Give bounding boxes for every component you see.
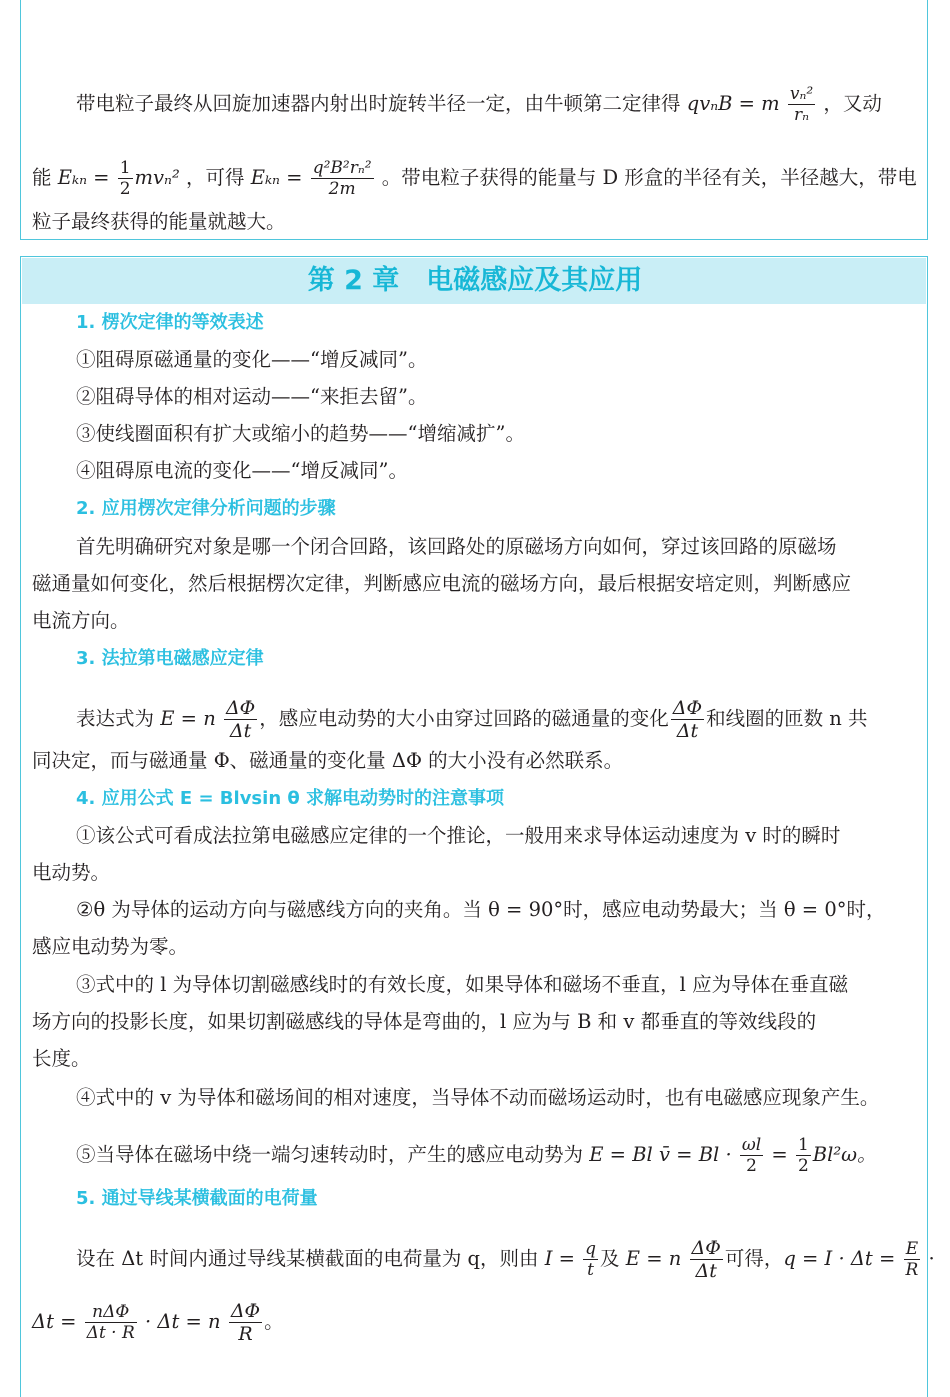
- section-2-line: 电流方向。: [32, 609, 130, 632]
- fraction-dphi-r: [229, 1300, 262, 1345]
- denominator: Δt: [676, 720, 699, 742]
- section-2-line: 磁通量如何变化，然后根据楞次定律，判断感应电流的磁场方向，最后根据安培定则，判断感应: [32, 572, 852, 595]
- section-4-line: ①该公式可看成法拉第电磁感应定律的一个推论，一般用来求导体运动速度为 v 时的瞬时: [76, 824, 841, 847]
- section-2-heading: 2. 应用楞次定律分析问题的步骤: [76, 498, 336, 519]
- section-3-heading: 3. 法拉第电磁感应定律: [76, 648, 264, 669]
- denominator: R: [238, 1323, 253, 1345]
- numerator: ΔΦ: [230, 1300, 261, 1322]
- section-4-heading: 4. 应用公式 E = Blvsin θ 求解电动势时的注意事项: [76, 788, 505, 809]
- denominator: R: [905, 1260, 919, 1280]
- numerator: ΔΦ: [225, 697, 256, 719]
- formula-rotation: E = Bl v̄ = Bl ·: [589, 1143, 732, 1166]
- section-4-line: 场方向的投影长度，如果切割磁感线的导体是弯曲的，l 应为与 B 和 v 都垂直的等效线段的: [32, 1010, 817, 1033]
- formula-mid: · Δt = n: [145, 1310, 221, 1333]
- text: 带电粒子最终从回旋加速器内射出时旋转半径一定，由牛顿第二定律得: [76, 92, 681, 115]
- numerator: ΔΦ: [672, 697, 703, 719]
- fraction-dphi-dt: [690, 1237, 723, 1282]
- fraction-ndphi: [85, 1302, 137, 1343]
- section-4-line: 感应电动势为零。: [32, 935, 189, 958]
- text: 能: [32, 166, 52, 189]
- formula-mv2: mvₙ²: [134, 166, 180, 189]
- fraction-dphi-dt: [224, 697, 257, 742]
- numerator: 1: [797, 1135, 809, 1155]
- text: 可得，: [724, 1247, 784, 1270]
- text: 表达式为: [76, 707, 155, 730]
- fraction-e-r: [904, 1239, 921, 1280]
- formula-ekn: Eₖₙ =: [57, 166, 110, 189]
- fraction-q-t: [583, 1239, 598, 1280]
- section-4-line: ②θ 为导体的运动方向与磁感线方向的夹角。当 θ = 90°时，感应电动势最大；当 θ = 0°时，: [76, 898, 886, 921]
- numerator: 1: [119, 158, 131, 178]
- top-line-1: [76, 84, 882, 125]
- text: =: [771, 1143, 788, 1166]
- fraction-v2-r: [788, 84, 815, 125]
- denominator: 2: [746, 1156, 757, 1176]
- fraction-energy: [311, 158, 374, 199]
- denominator: t: [587, 1260, 595, 1280]
- section-1-item: ②阻碍导体的相对运动——“来拒去留”。: [76, 385, 428, 408]
- formula-newton: qvₙB = m: [686, 92, 780, 115]
- numerator: vₙ²: [789, 84, 814, 104]
- numerator: q: [585, 1239, 597, 1259]
- section-2-line: 首先明确研究对象是哪一个闭合回路，该回路处的原磁场方向如何，穿过该回路的原磁场: [76, 535, 837, 558]
- top-line-3: 粒子最终获得的能量就越大。: [32, 210, 286, 233]
- text: ，感应电动势的大小由穿过回路的磁通量的变化: [259, 707, 669, 730]
- text: 。: [264, 1310, 284, 1333]
- formula-ekn-2: Eₖₙ =: [250, 166, 303, 189]
- section-1-item: ③使线圈面积有扩大或缩小的趋势——“增缩减扩”。: [76, 422, 525, 445]
- denominator: Δt: [229, 720, 252, 742]
- fraction-half: [118, 158, 133, 199]
- section-4-line: 长度。: [32, 1047, 91, 1070]
- section-1-item: ①阻碍原磁通量的变化——“增反减同”。: [76, 348, 428, 371]
- section-4-line: 电动势。: [32, 861, 111, 884]
- denominator: 2m: [328, 179, 356, 199]
- denominator: Δt: [695, 1260, 717, 1282]
- text: 设在 Δt 时间内通过导线某横截面的电荷量为 q，则由: [76, 1247, 539, 1270]
- fraction-half: [796, 1135, 811, 1176]
- formula-emf: E = n: [625, 1247, 682, 1270]
- numerator: nΔΦ: [85, 1302, 137, 1323]
- section-4-line: ③式中的 l 为导体切割磁感线时的有效长度，如果导体和磁场不垂直，l 应为导体在垂直磁: [76, 973, 849, 996]
- section-4-line: ④式中的 v 为导体和磁场间的相对速度，当导体不动而磁场运动时，也有电磁感应现象产生。: [76, 1086, 880, 1109]
- section-1-item: ④阻碍原电流的变化——“增反减同”。: [76, 459, 408, 482]
- formula-charge: q = I · Δt =: [783, 1247, 896, 1270]
- text: 和线圈的匝数 n 共: [706, 707, 868, 730]
- fraction-dphi-dt-2: [671, 697, 704, 742]
- numerator: q²B²rₙ²: [312, 158, 372, 178]
- formula-current: I =: [544, 1247, 575, 1270]
- section-4-item-5: [76, 1135, 877, 1176]
- section-1-heading: 1. 楞次定律的等效表述: [76, 312, 264, 333]
- denominator: rₙ: [794, 105, 810, 125]
- text: ⑤当导体在磁场中绕一端匀速转动时，产生的感应电动势为: [76, 1143, 584, 1166]
- formula-end: Bl²ω。: [812, 1143, 877, 1166]
- numerator: E: [904, 1239, 921, 1260]
- top-line-2: [32, 158, 917, 199]
- numerator: ωl: [741, 1135, 762, 1155]
- formula-faraday: E = n: [160, 707, 216, 730]
- denominator: Δt · R: [86, 1323, 135, 1343]
- denominator: 2: [119, 179, 131, 199]
- text: 及: [600, 1247, 620, 1270]
- section-5-heading: 5. 通过导线某横截面的电荷量: [76, 1188, 318, 1209]
- denominator: 2: [797, 1156, 809, 1176]
- text: 。带电粒子获得的能量与 D 形盒的半径有关，半径越大，带电: [381, 166, 917, 189]
- text: ，可得: [185, 166, 245, 189]
- text: ，又动: [823, 92, 882, 115]
- chapter-title: 第 2 章 电磁感应及其应用: [307, 265, 643, 296]
- fraction-omega-l: [740, 1135, 763, 1176]
- section-3-line-2: 同决定，而与磁通量 Φ、磁通量的变化量 ΔΦ 的大小没有必然联系。: [32, 749, 624, 772]
- text: ·: [928, 1247, 935, 1270]
- section-5-line-1: [76, 1237, 935, 1282]
- formula-dt: Δt =: [32, 1310, 77, 1333]
- numerator: ΔΦ: [691, 1237, 721, 1259]
